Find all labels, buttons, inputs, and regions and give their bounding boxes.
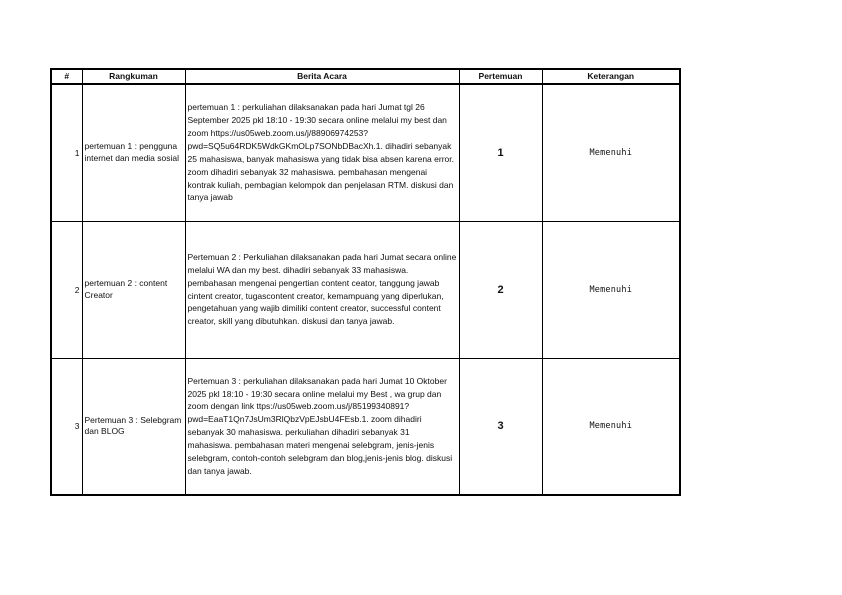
table-row bbox=[51, 358, 680, 495]
attendance-report-table bbox=[50, 68, 681, 496]
row-summary: pertemuan 1 : pengguna internet dan media sosial bbox=[82, 84, 185, 221]
row-minutes: Pertemuan 2 : Perkuliahan dilaksanakan pada hari Jumat secara online melalui WA dan my best. dihadiri sebanyak 33 mahasiswa. pembahasan mengenai pengertian content ceator, tanggung jawab cintent creator, tugascontent creator, kemampuang yang diperlukan, pengetahuan yang wajib dimiliki content creator, successful content creator, skill yang dibutuhkan. diskusi dan tanya jawab. bbox=[185, 221, 459, 358]
header-note: Keterangan bbox=[542, 69, 680, 84]
row-note: Memenuhi bbox=[542, 358, 680, 495]
row-note: Memenuhi bbox=[542, 84, 680, 221]
row-summary: pertemuan 2 : content Creator bbox=[82, 221, 185, 358]
header-minutes: Berita Acara bbox=[185, 69, 459, 84]
row-minutes: Pertemuan 3 : perkuliahan dilaksanakan pada hari Jumat 10 Oktober 2025 pkl 18:10 - 19:30 secara online melalui my Best , wa grup dan zoom dengan link ttps://us05web.zoom.us/j/85199340891?pwd=EaaT1Qn7JsUm3RlQbzVpEJsbU4FEsb.1. zoom dihadiri sebanyak 30 mahasiswa. perkuliahan dihadiri sebanyak 31 mahasiswa. pembahasan materi mengenai selebgram, jenis-jenis selebgram, contoh-contoh selebgram dan blog,jenis-jenis blog. diskusi dan tanya jawab. bbox=[185, 358, 459, 495]
row-number: 3 bbox=[51, 358, 82, 495]
row-meeting: 2 bbox=[459, 221, 542, 358]
row-note: Memenuhi bbox=[542, 221, 680, 358]
header-number: # bbox=[51, 69, 82, 84]
header-row bbox=[51, 69, 680, 84]
row-summary: Pertemuan 3 : Selebgram dan BLOG bbox=[82, 358, 185, 495]
row-meeting: 3 bbox=[459, 358, 542, 495]
header-summary: Rangkuman bbox=[82, 69, 185, 84]
row-number: 2 bbox=[51, 221, 82, 358]
row-meeting: 1 bbox=[459, 84, 542, 221]
table-row bbox=[51, 221, 680, 358]
table-row bbox=[51, 84, 680, 221]
row-number: 1 bbox=[51, 84, 82, 221]
row-minutes: pertemuan 1 : perkuliahan dilaksanakan pada hari Jumat tgl 26 September 2025 pkl 18:10 - 19:30 secara online melalui my best dan zoom https://us05web.zoom.us/j/88906974253?pwd=SQ5u64RDK5WdkGKmOLp7SONbDBacXh.1. dihadiri sebanyak 25 mahasiswa, banyak mahasiswa yang tidak bisa absen karena error. zoom dihadiri sebanyak 32 mahasiswa. pembahasan mengenai kontrak kuliah, pembagian kelompok dan penjelasan RTM. diskusi dan tanya jawab bbox=[185, 84, 459, 221]
header-meeting: Pertemuan bbox=[459, 69, 542, 84]
